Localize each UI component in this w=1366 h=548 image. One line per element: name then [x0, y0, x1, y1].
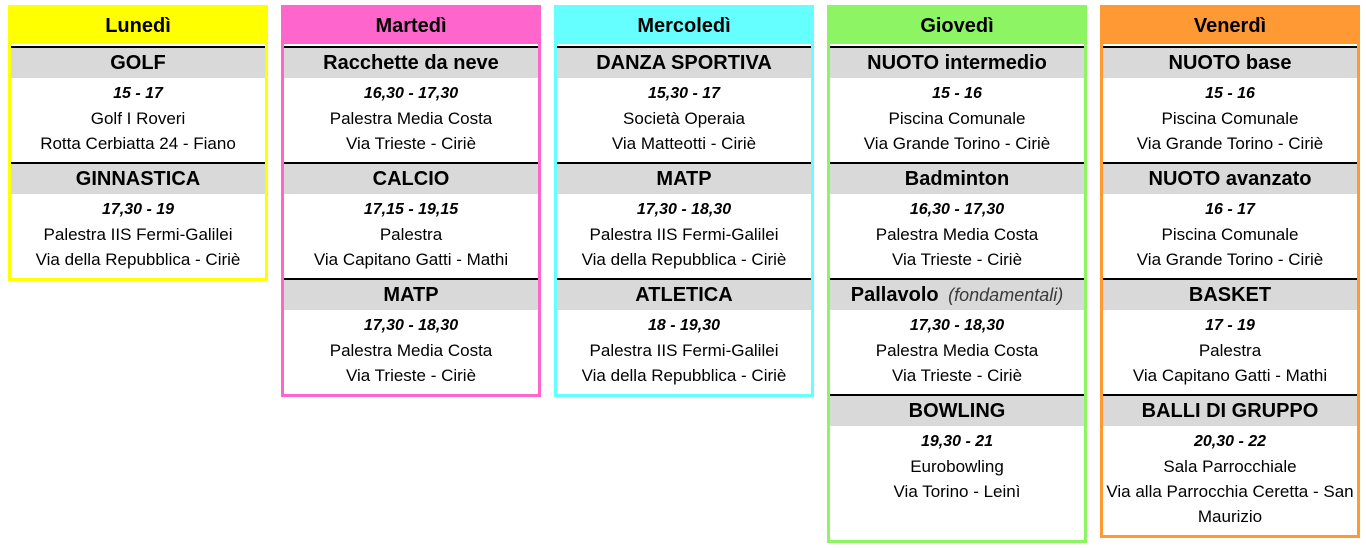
activity-title-text: BALLI DI GRUPPO — [1141, 400, 1319, 422]
activity-section — [557, 162, 811, 278]
activity-section — [1103, 46, 1357, 162]
activity-body — [11, 78, 265, 162]
activity-body — [11, 194, 265, 278]
activity-location-line: Via della Repubblica - Ciriè — [581, 250, 787, 269]
activity-section — [830, 162, 1084, 278]
activity-section — [557, 278, 811, 394]
activity-title-text: Racchette da neve — [323, 52, 499, 74]
activity-section — [284, 162, 538, 278]
activity-time: 17,15 - 19,15 — [363, 201, 459, 218]
activity-body — [1103, 310, 1357, 394]
activity-title-text: Pallavolo — [850, 284, 939, 306]
activity-title-band — [284, 48, 538, 78]
activity-title-text: NUOTO avanzato — [1148, 168, 1312, 190]
activity-title-band — [1103, 164, 1357, 194]
activity-time: 17,30 - 19 — [101, 201, 175, 218]
activity-location-line: Rotta Cerbiatta 24 - Fiano — [40, 134, 236, 153]
activity-time: 17,30 - 18,30 — [909, 317, 1005, 334]
activity-time: 15 - 16 — [932, 85, 982, 102]
activity-location-line: Via Trieste - Ciriè — [345, 366, 477, 385]
activity-location-line: Via alla Parrocchia Ceretta - San Maurizio — [1106, 482, 1354, 526]
activity-title-band — [830, 280, 1084, 310]
activity-time: 17,30 - 18,30 — [636, 201, 732, 218]
activity-title-band — [830, 48, 1084, 78]
day-header: Lunedì — [11, 8, 265, 44]
activity-section — [1103, 162, 1357, 278]
activity-section — [830, 46, 1084, 162]
activity-location-line: Via Grande Torino - Ciriè — [863, 134, 1051, 153]
day-header: Venerdì — [1103, 8, 1357, 44]
activity-title-band — [557, 280, 811, 310]
activity-location-line: Palestra — [379, 225, 443, 244]
day-header: Mercoledì — [557, 8, 811, 44]
activity-location-line: Via Trieste - Ciriè — [345, 134, 477, 153]
activity-time: 20,30 - 22 — [1193, 433, 1267, 450]
activity-body — [284, 310, 538, 394]
activity-section — [830, 278, 1084, 394]
activity-title-band — [11, 164, 265, 194]
activity-body — [830, 78, 1084, 162]
activity-location-line: Via Grande Torino - Ciriè — [1136, 250, 1324, 269]
activity-location-line: Via Capitano Gatti - Mathi — [1132, 366, 1328, 385]
activity-title-band — [284, 164, 538, 194]
day-column-venerdi — [1100, 5, 1360, 538]
activity-time: 17,30 - 18,30 — [363, 317, 459, 334]
activity-body — [557, 78, 811, 162]
activity-body — [557, 310, 811, 394]
activity-body — [830, 426, 1084, 540]
activity-location-line: Palestra Media Costa — [875, 225, 1039, 244]
activity-location-line: Sala Parrocchiale — [1163, 457, 1297, 476]
activity-time: 15 - 16 — [1205, 85, 1255, 102]
activity-title-band — [830, 396, 1084, 426]
activity-title-text: MATP — [383, 284, 439, 306]
activity-location-line: Palestra Media Costa — [329, 341, 493, 360]
activity-title-band — [557, 164, 811, 194]
activity-title-text: BASKET — [1188, 284, 1272, 306]
activity-time: 16,30 - 17,30 — [363, 85, 459, 102]
activity-time: 15,30 - 17 — [647, 85, 721, 102]
day-column-martedi — [281, 5, 541, 397]
day-column-lunedi — [8, 5, 268, 281]
activity-location-line: Via Capitano Gatti - Mathi — [313, 250, 509, 269]
activity-time: 16,30 - 17,30 — [909, 201, 1005, 218]
activity-title-suffix: (fondamentali) — [948, 285, 1064, 305]
activity-section — [1103, 278, 1357, 394]
activity-title-text: CALCIO — [372, 168, 450, 190]
activity-location-line: Via Trieste - Ciriè — [891, 366, 1023, 385]
activity-section — [11, 162, 265, 278]
activity-body — [1103, 426, 1357, 535]
activity-body — [1103, 194, 1357, 278]
activity-location-line: Via della Repubblica - Ciriè — [581, 366, 787, 385]
activity-title-band — [1103, 396, 1357, 426]
activity-location-line: Via Trieste - Ciriè — [891, 250, 1023, 269]
activity-location-line: Palestra IIS Fermi-Galilei — [589, 341, 779, 360]
activity-location-line: Via Grande Torino - Ciriè — [1136, 134, 1324, 153]
activity-title-band — [284, 280, 538, 310]
activity-body — [830, 310, 1084, 394]
activity-time: 17 - 19 — [1205, 317, 1255, 334]
activity-location-line: Piscina Comunale — [1161, 225, 1299, 244]
activity-location-line: Golf I Roveri — [90, 109, 186, 128]
activity-body — [557, 194, 811, 278]
activity-location-line: Via della Repubblica - Ciriè — [35, 250, 241, 269]
activity-location-line: Palestra Media Costa — [875, 341, 1039, 360]
activity-title-text: NUOTO intermedio — [867, 52, 1047, 74]
activity-body — [284, 194, 538, 278]
activity-section — [284, 278, 538, 394]
activity-title-text: NUOTO base — [1168, 52, 1292, 74]
activity-location-line: Palestra — [1198, 341, 1262, 360]
activity-section — [11, 46, 265, 162]
activity-time: 15 - 17 — [113, 85, 163, 102]
activity-title-text: GINNASTICA — [75, 168, 201, 190]
activity-location-line: Piscina Comunale — [1161, 109, 1299, 128]
activity-location-line: Eurobowling — [910, 457, 1004, 476]
activity-title-band — [557, 48, 811, 78]
activity-section — [557, 46, 811, 162]
activity-section — [1103, 394, 1357, 535]
day-column-giovedi — [827, 5, 1087, 543]
activity-title-band — [1103, 280, 1357, 310]
activity-section — [830, 394, 1084, 540]
activity-title-text: DANZA SPORTIVA — [596, 52, 772, 74]
activity-title-text: ATLETICA — [635, 284, 733, 306]
activity-title-band — [1103, 48, 1357, 78]
day-header: Martedì — [284, 8, 538, 44]
activity-title-band — [11, 48, 265, 78]
activity-title-text: Badminton — [904, 168, 1010, 190]
activity-title-text: GOLF — [110, 52, 166, 74]
activity-time: 19,30 - 21 — [920, 433, 994, 450]
activity-title-text: MATP — [656, 168, 712, 190]
day-column-mercoledi — [554, 5, 814, 397]
activity-location-line: Palestra IIS Fermi-Galilei — [43, 225, 233, 244]
activity-body — [830, 194, 1084, 278]
activity-body — [284, 78, 538, 162]
activity-title-text: BOWLING — [908, 400, 1006, 422]
activity-location-line: Via Torino - Leinì — [893, 482, 1021, 501]
activity-location-line: Piscina Comunale — [888, 109, 1026, 128]
activity-location-line: Palestra Media Costa — [329, 109, 493, 128]
activity-time: 18 - 19,30 — [647, 317, 721, 334]
activity-section — [284, 46, 538, 162]
activity-location-line: Via Matteotti - Ciriè — [611, 134, 757, 153]
activity-body — [1103, 78, 1357, 162]
activity-location-line: Palestra IIS Fermi-Galilei — [589, 225, 779, 244]
activity-title-band — [830, 164, 1084, 194]
activity-location-line: Società Operaia — [623, 109, 745, 128]
activity-time: 16 - 17 — [1205, 201, 1255, 218]
day-header: Giovedì — [830, 8, 1084, 44]
